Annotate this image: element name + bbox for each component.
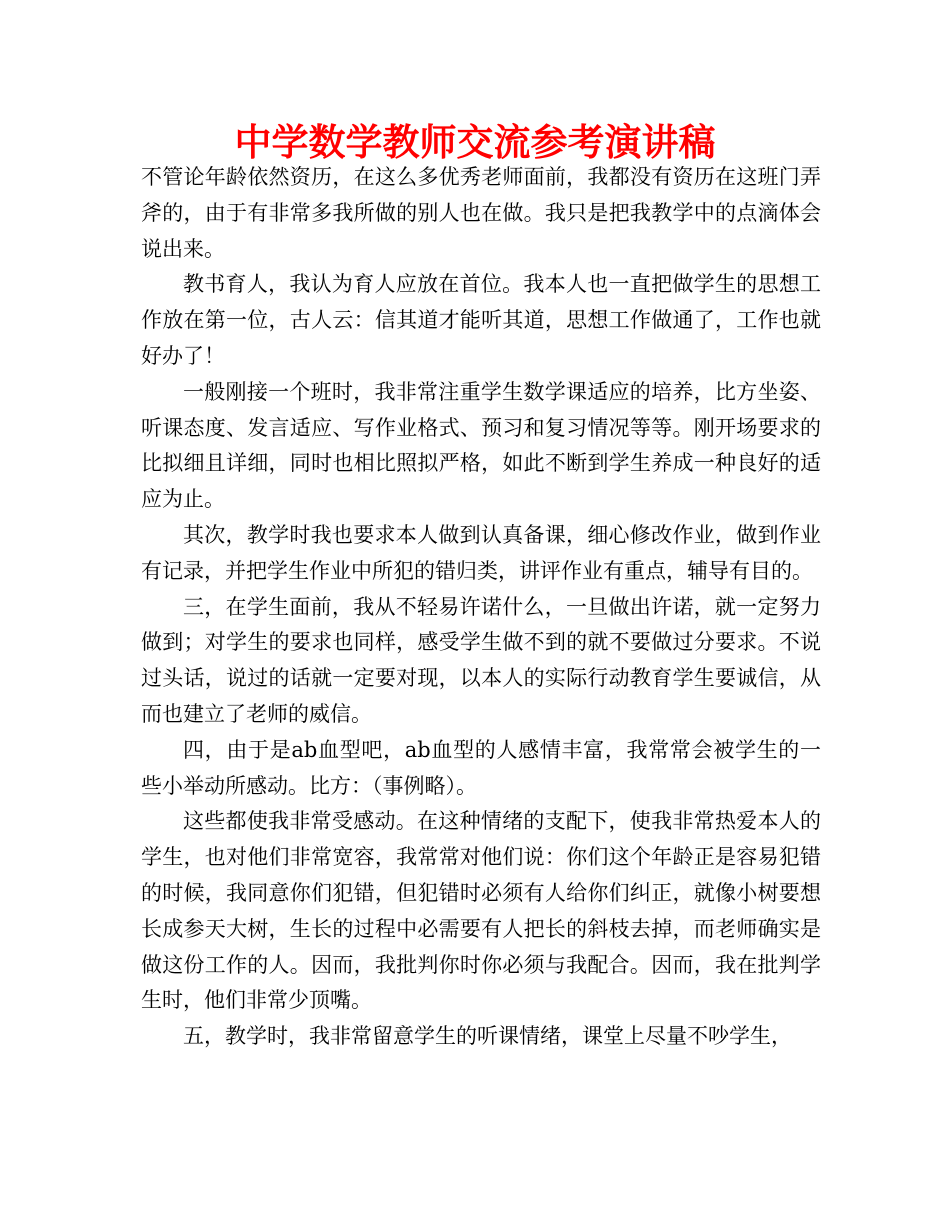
paragraph-5: 三，在学生面前，我从不轻易许诺什么，一旦做出许诺，就一定努力做到；对学生的要求也同样，感受学生做不到的就不要做过分要求。不说过头话，说过的话就一定要对现，以本人的实际行动教育学生要诚信，从而也建立了老师的威信。 bbox=[141, 594, 821, 726]
paragraph-8: 五，教学时，我非常留意学生的听课情绪，课堂上尽量不吵学生， bbox=[183, 1024, 792, 1049]
paragraph-1: 不管论年龄依然资历，在这么多优秀老师面前，我都没有资历在这班门弄斧的，由于有非常多我所做的别人也在做。我只是把我教学中的点滴体会说出来。 bbox=[141, 165, 821, 261]
paragraph-7: 这些都使我非常受感动。在这种情绪的支配下，使我非常热爱本人的学生，也对他们非常宽容，我常常对他们说：你们这个年龄正是容易犯错的时候，我同意你们犯错，但犯错时必须有人给你们纠正，就像小树要想长成参天大树，生长的过程中必需要有人把长的斜枝去掉，而老师确实是做这份工作的人。因而，我批判你时你必须与我配合。因而，我在批判学生时，他们非常少顶嘴。 bbox=[141, 809, 821, 1013]
document-body bbox=[141, 160, 821, 1055]
paragraph-3: 一般刚接一个班时，我非常注重学生数学课适应的培养，比方坐姿、听课态度、发言适应、写作业格式、预习和复习情况等等。刚开场要求的比拟细且详细，同时也相比照拟严格，如此不断到学生养成一种良好的适应为止。 bbox=[141, 379, 821, 512]
paragraph-2: 教书育人，我认为育人应放在首位。我本人也一直把做学生的思想工作放在第一位，古人云：信其道才能听其道，思想工作做通了，工作也就好办了！ bbox=[141, 272, 821, 368]
paragraph-6: 四，由于是ab血型吧，ab血型的人感情丰富，我常常会被学生的一些小举动所感动。比方：（事例略）。 bbox=[141, 737, 821, 798]
document-title: 中学数学教师交流参考演讲稿 bbox=[234, 121, 716, 164]
paragraph-4: 其次，教学时我也要求本人做到认真备课，细心修改作业，做到作业有记录，并把学生作业中所犯的错归类，讲评作业有重点，辅导有目的。 bbox=[141, 522, 821, 583]
